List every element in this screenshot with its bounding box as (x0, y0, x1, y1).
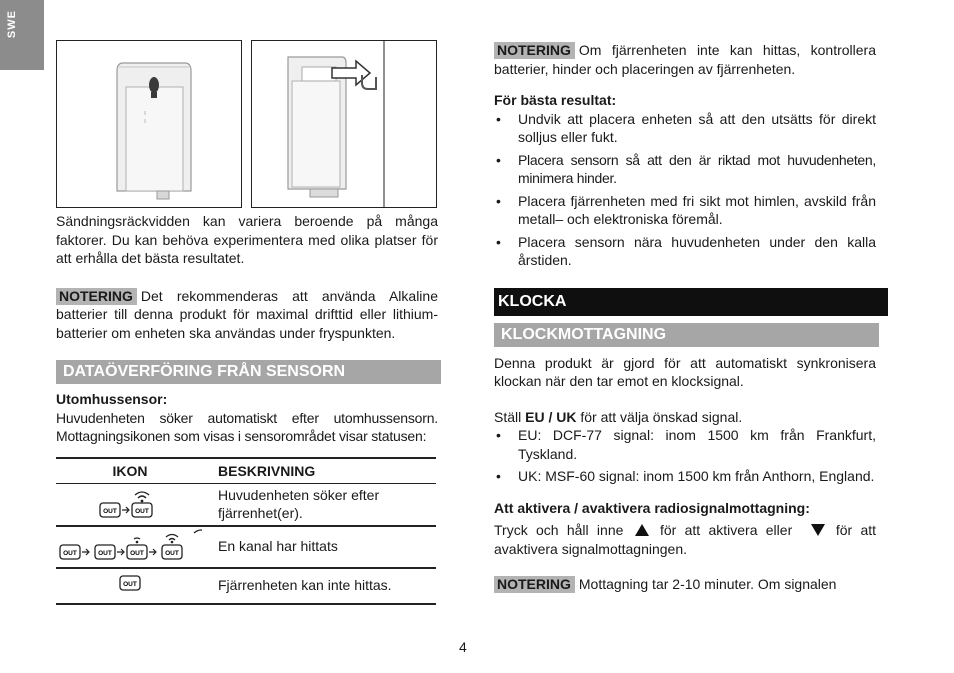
language-label: SWE (6, 10, 18, 39)
note-label: NOTERING (494, 42, 575, 59)
table-row (56, 568, 436, 604)
channel-found-icon (56, 526, 204, 568)
section-data-transfer: DATAÖVERFÖRING FRÅN SENSORN (56, 360, 441, 384)
list-item: • UK: MSF-60 signal: inom 1500 km från Anthorn, England. (494, 467, 876, 486)
note-label: NOTERING (56, 288, 137, 305)
svg-text:OUT: OUT (123, 581, 137, 589)
set-pre: Ställ (494, 408, 522, 425)
note-alkaline-text: Det rekommenderas att använda Alkaline batterier till denna produkt för maximal drifttid eller lithium-batterier om enheten ska användas under fryspunkten. (56, 287, 438, 341)
sensor-battery-illustration (251, 40, 437, 208)
outdoor-paragraph: Huvudenheten söker automatiskt efter utomhussensorn. Mottagningsikonen som visas i sensorområdet visar statusen: (56, 409, 438, 444)
reception-icon-table (56, 457, 436, 605)
right-column (494, 40, 876, 594)
col-desc-header: BESKRIVNING (218, 462, 316, 479)
table-header-row (56, 458, 436, 484)
row-desc: En kanal har hittats (218, 538, 338, 555)
outdoor-heading: Utomhussensor: (56, 391, 168, 407)
note-not-found (494, 41, 876, 78)
set-post: för att välja önskad signal. (580, 408, 743, 425)
table-row (56, 484, 436, 526)
language-tab (0, 0, 44, 70)
searching-icon (56, 484, 204, 526)
list-item: • Placera fjärrenheten med fri sikt mot himlen, avskild från metall– och elektroniska föremål. (494, 192, 876, 229)
not-found-icon (56, 568, 204, 604)
eu-uk-label: EU / UK (525, 408, 577, 425)
list-item: • Placera sensorn så att den är riktad mot huvudenheten, minimera hinder. (494, 151, 876, 188)
list-item: • EU: DCF-77 signal: inom 1500 km från Frankfurt, Tyskland. (494, 426, 876, 463)
svg-text:OUT: OUT (103, 508, 117, 515)
list-item: • Undvik att placera enheten så att den utsätts för direkt solljus eller fukt. (494, 110, 876, 147)
svg-text:OUT: OUT (63, 550, 77, 558)
hold-post: för att avaktivera signalmottagningen. (494, 522, 877, 557)
note-not-found-text: Om fjärrenheten inte kan hittas, kontrollera batterier, hinder och placeringen av fjärrenheten. (494, 42, 876, 77)
best-results-list (494, 110, 876, 270)
activate-heading: Att aktivera / avaktivera radiosignalmottagning: (494, 499, 810, 516)
sensor-figures (56, 40, 438, 208)
hold-pre: Tryck och håll inne (494, 522, 624, 538)
section-clock: KLOCKA (494, 288, 888, 316)
signal-list (494, 426, 876, 486)
table-row (56, 526, 436, 568)
list-item: • Placera sensorn nära huvudenheten under den kalla årstiden. (494, 233, 876, 270)
best-results-heading: För bästa resultat: (494, 92, 617, 108)
svg-text:OUT: OUT (130, 550, 144, 558)
note-label: NOTERING (494, 576, 575, 593)
reception-paragraph: Denna produkt är gjord för att automatiskt synkronisera klockan när den tar emot en klocksignal. (494, 354, 876, 389)
note-alkaline (56, 287, 438, 343)
section-clock-reception: KLOCKMOTTAGNING (494, 323, 879, 347)
note-reception-time-text: Mottagning tar 2-10 minuter. Om signalen (578, 576, 837, 592)
hold-mid: för att aktivera eller (659, 522, 793, 538)
left-column (56, 40, 438, 605)
page-number: 4 (459, 639, 467, 655)
range-paragraph: Sändningsräckvidden kan variera beroende på många faktorer. Du kan behöva experimentera med olika platser för att erhålla det bästa resultatet. (56, 213, 438, 266)
svg-text:OUT: OUT (135, 508, 149, 515)
svg-text:OUT: OUT (98, 550, 112, 558)
sensor-back-illustration (56, 40, 242, 208)
row-desc: Huvudenheten söker efter fjärrenhet(er). (218, 486, 380, 522)
hold-paragraph (494, 521, 876, 558)
note-reception-time (494, 575, 876, 594)
row-desc: Fjärrenheten kan inte hittas. (218, 577, 392, 594)
col-icon-header: IKON (112, 462, 148, 479)
set-signal-paragraph (494, 408, 876, 427)
down-arrow-icon (811, 524, 825, 536)
up-arrow-icon (635, 524, 649, 536)
svg-text:OUT: OUT (165, 550, 179, 558)
